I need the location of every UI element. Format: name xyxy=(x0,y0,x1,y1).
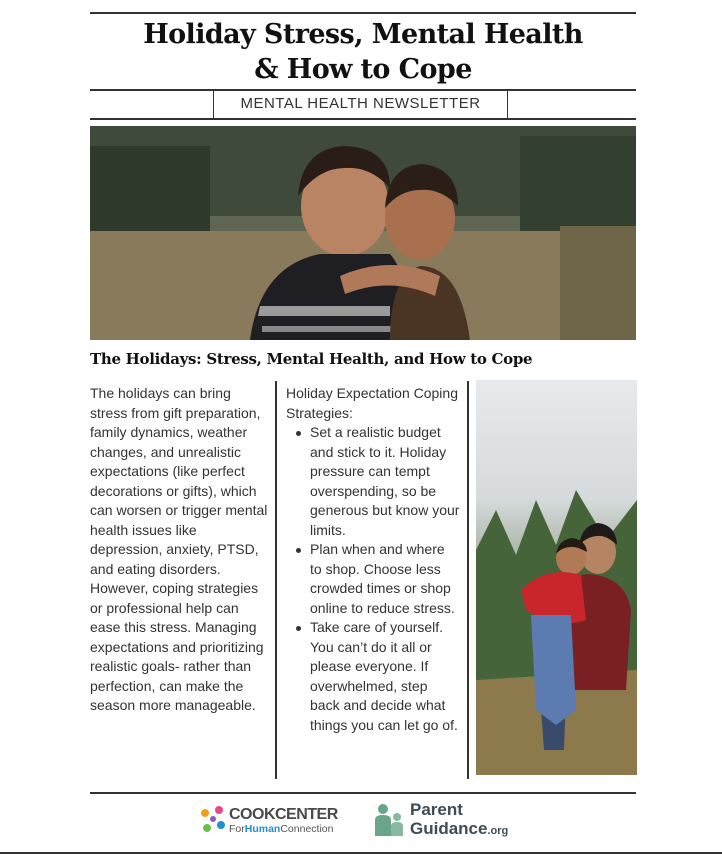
column-divider-right xyxy=(467,381,469,779)
parent-guidance-logo-icon xyxy=(372,802,406,838)
header-bottom-rule xyxy=(90,118,636,120)
section-heading: The Holidays: Stress, Mental Health, and How to Cope xyxy=(90,350,533,368)
coping-strategies-list xyxy=(286,423,460,735)
newsletter-subtitle: MENTAL HEALTH NEWSLETTER xyxy=(213,89,508,119)
cook-center-logo-icon xyxy=(197,803,229,835)
parent-guidance-suffix: .org xyxy=(487,825,509,837)
page-bottom-rule xyxy=(0,852,722,854)
side-photo xyxy=(476,380,637,775)
page-title xyxy=(90,17,636,87)
tagline-highlight: Human xyxy=(244,823,281,835)
cook-center-logo xyxy=(229,806,338,835)
hero-photo xyxy=(90,126,636,340)
intro-paragraph: The holidays can bring stress from gift preparation, family dynamics, weather changes, and unrealistic expectations (like perfect decorations or gifts), which can worsen or trigger mental health issues like depression, anxiety, PTSD, and eating disorders. However, coping strategies or professional help can ease this stress. Managing expectations and prioritizing realistic goals- rather than perfection, can make the season more manageable. xyxy=(90,385,268,713)
hero-photo-illustration xyxy=(90,126,636,340)
header-top-rule xyxy=(90,12,636,14)
coping-strategies xyxy=(286,384,460,735)
column-divider-left xyxy=(275,381,277,779)
parent-guidance-logo xyxy=(410,800,508,841)
list-item: Plan when and where to shop. Choose less crowded times or shop online to reduce stress. xyxy=(310,540,460,618)
coping-strategies-heading: Holiday Expectation Coping Strategies: xyxy=(286,385,458,421)
parent-guidance-word: Guidance xyxy=(410,819,488,838)
footer-rule xyxy=(90,792,636,794)
side-photo-illustration xyxy=(476,380,637,775)
title-line-2: & How to Cope xyxy=(254,54,472,85)
parent-guidance-line2 xyxy=(410,819,508,841)
list-item: Set a realistic budget and stick to it. Holiday pressure can tempt overspending, so be generous but know your limits. xyxy=(310,423,460,540)
tagline-suffix: Connection xyxy=(280,823,334,835)
list-item: Take care of yourself. You can’t do it all or please everyone. If overwhelmed, step back and decide what things you can let go of. xyxy=(310,618,460,735)
cook-center-name: COOKCENTER xyxy=(229,806,338,823)
cook-center-tagline xyxy=(229,823,338,835)
tagline-prefix: For xyxy=(229,823,245,835)
parent-guidance-line1: Parent xyxy=(410,800,463,819)
title-line-1: Holiday Stress, Mental Health xyxy=(143,19,583,50)
